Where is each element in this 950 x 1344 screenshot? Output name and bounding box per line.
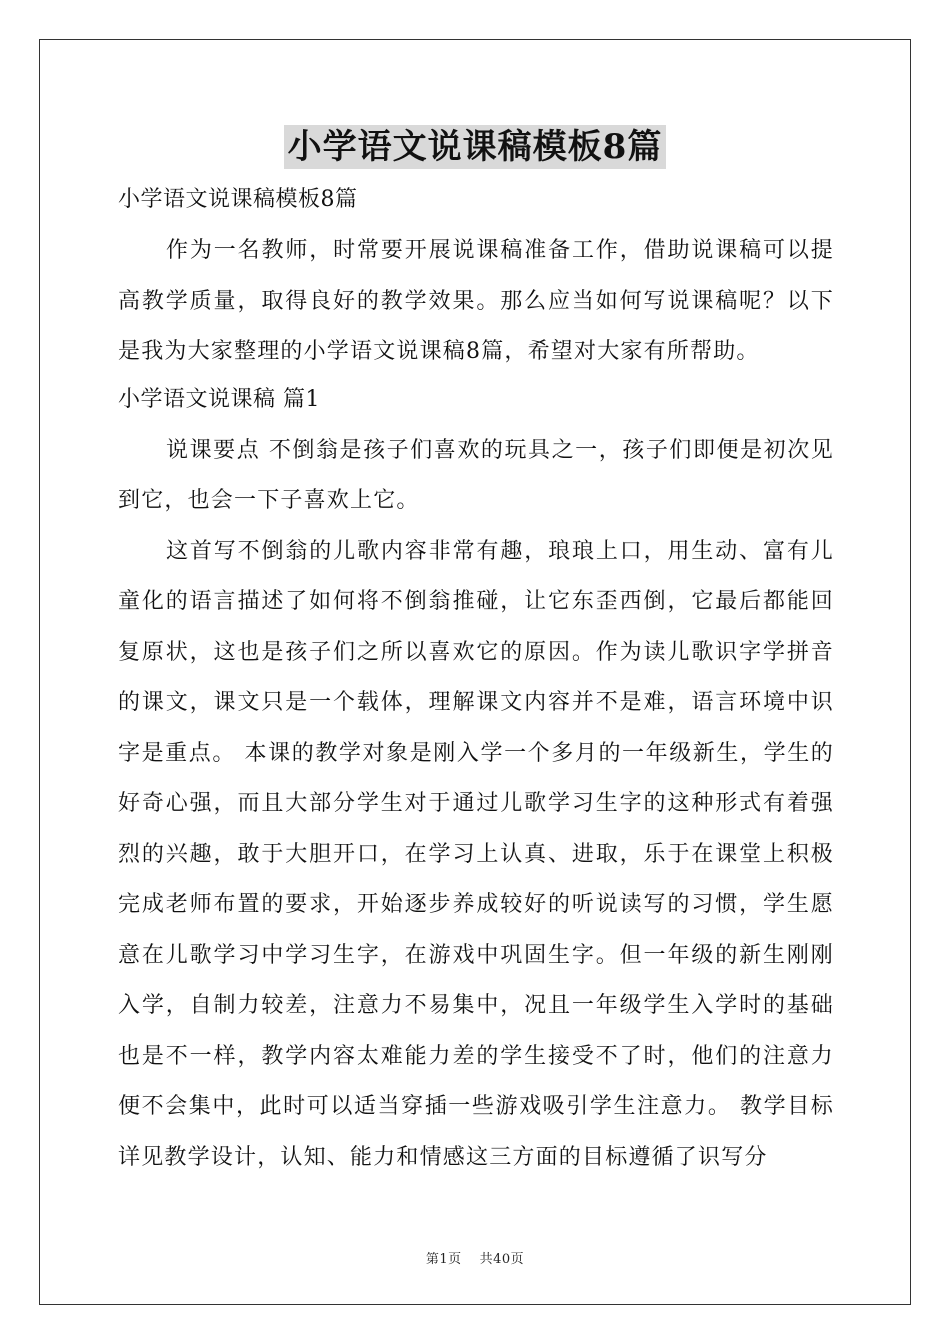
section-heading-1: 小学语文说课稿 篇1: [118, 386, 320, 412]
total-pages: 共40页: [479, 1252, 525, 1267]
document-subtitle: 小学语文说课稿模板8篇: [118, 187, 358, 212]
paragraph-2: 这首写不倒翁的儿歌内容非常有趣，琅琅上口，用生动、富有儿童化的语言描述了如何将不倒翁推碰，让它东歪西倒，它最后都能回复原状，这也是孩子们之所以喜欢它的原因。作为读儿歌识字学拼音的课文，课文只是一个载体，理解课文内容并不是难，语言环境中识字是重点。 本课的教学对象是刚入学一个多月的一年级新生，学生的好奇心强，而且大部分学生对于通过儿歌学习生字的这种形式有着强烈的兴趣，敢于大胆开口，在学习上认真、进取，乐于在课堂上积极完成老师布置的要求，开始逐步养成较好的听说读写的习惯，学生愿意在儿歌学习中学习生字，在游戏中巩固生字。但一年级的新生刚刚入学，自制力较差，注意力不易集中，况且一年级学生入学时的基础也是不一样，教学内容太难能力差的学生接受不了时，他们的注意力便不会集中，此时可以适当穿插一些游戏吸引学生注意力。 教学目标详见教学设计，认知、能力和情感这三方面的目标遵循了识写分: [118, 538, 834, 1170]
document-title: 小学语文说课稿模板8篇: [284, 125, 667, 169]
paragraph-1: 说课要点 不倒翁是孩子们喜欢的玩具之一，孩子们即便是初次见到它，也会一下子喜欢上它。: [118, 437, 834, 513]
page-footer: [0, 1248, 950, 1267]
document-body: [118, 180, 834, 1183]
page-number: 第1页: [425, 1252, 462, 1267]
title-container: [0, 125, 950, 169]
intro-paragraph: 作为一名教师，时常要开展说课稿准备工作，借助说课稿可以提高教学质量，取得良好的教学效果。那么应当如何写说课稿呢？以下是我为大家整理的小学语文说课稿8篇，希望对大家有所帮助。: [118, 238, 834, 364]
